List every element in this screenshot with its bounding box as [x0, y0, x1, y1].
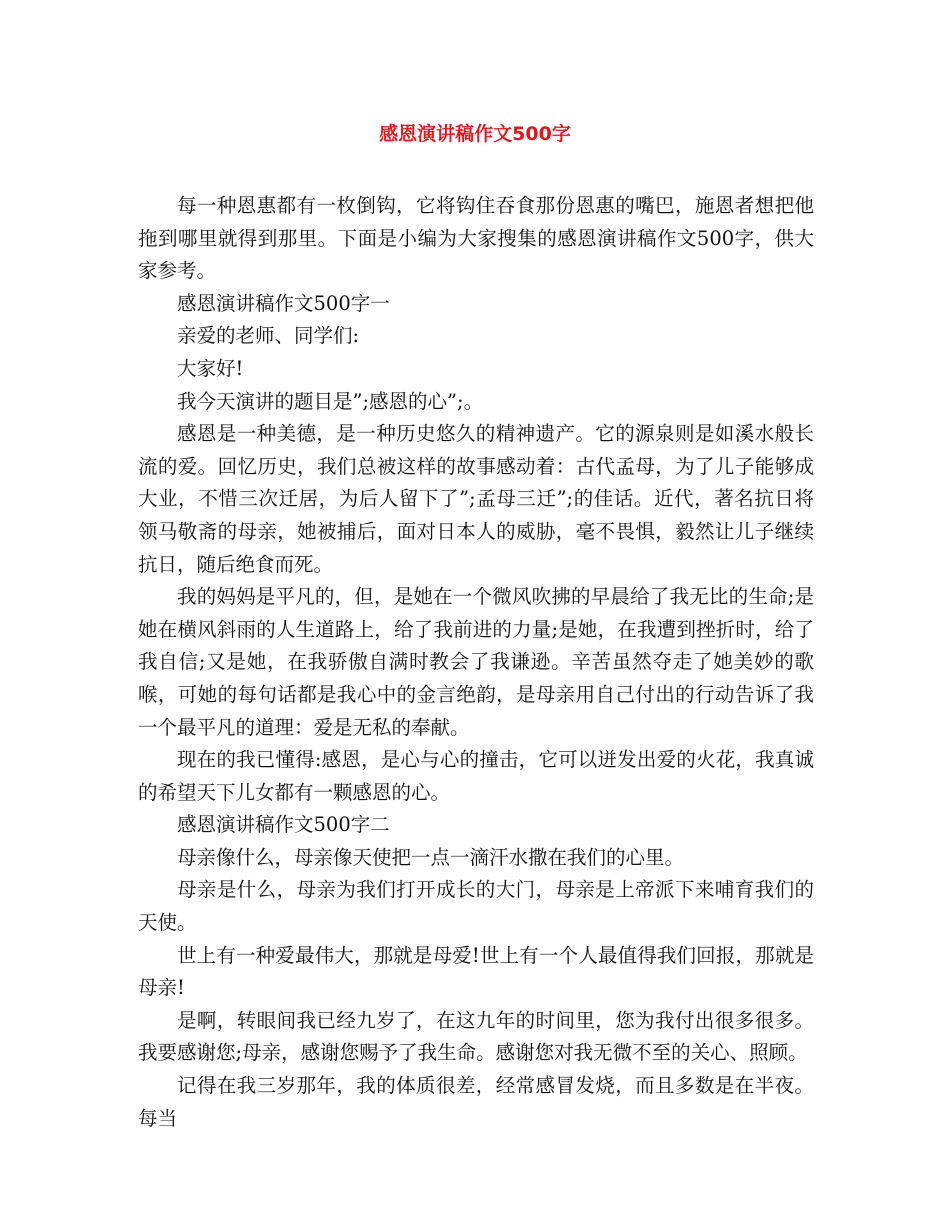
document-title: 感恩演讲稿作文500字 [379, 123, 571, 145]
paragraph-mother: 我的妈妈是平凡的，但，是她在一个微风吹拂的早晨给了我无比的生命;是她在横风斜雨的人生道路上，给了我前进的力量;是她，在我遭到挫折时，给了我自信;又是她，在我骄傲自满时教会了我谦逊。辛苦虽然夺走了她美妙的歌喉，可她的每句话都是我心中的金言绝韵，是母亲用自己付出的行动告诉了我一个最平凡的道理：爱是无私的奉献。 [138, 585, 814, 739]
paragraph-memory: 记得在我三岁那年，我的体质很差，经常感冒发烧，而且多数是在半夜。每当 [138, 1074, 814, 1130]
document-body [138, 190, 814, 1135]
paragraph-mother-like: 母亲像什么，母亲像天使把一点一滴汗水撒在我们的心里。 [177, 845, 685, 869]
paragraph-history: 感恩是一种美德，是一种历史悠久的精神遗产。它的源泉则是如溪水般长流的爱。回忆历史，我们总被这样的故事感动着：古代孟母，为了儿子能够成大业，不惜三次迁居，为后人留下了”;孟母三迁”;的佳话。近代，著名抗日将领马敬斋的母亲，她被捕后，面对日本人的威胁，毫不畏惧，毅然让儿子继续抗日，随后绝食而死。 [138, 422, 814, 576]
paragraph-mother-what: 母亲是什么，母亲为我们打开成长的大门，母亲是上帝派下来哺育我们的天使。 [138, 878, 814, 935]
paragraph-intro: 每一种恩惠都有一枚倒钩，它将钩住吞食那份恩惠的嘴巴，施恩者想把他拖到哪里就得到那里。下面是小编为大家搜集的感恩演讲稿作文500字，供大家参考。 [138, 194, 814, 283]
paragraph-nine-years: 是啊，转眼间我已经九岁了，在这九年的时间里，您为我付出很多很多。我要感谢您;母亲，感谢您赐予了我生命。感谢您对我无微不至的关心、照顾。 [138, 1008, 814, 1065]
paragraph-great-love: 世上有一种爱最伟大，那就是母爱!世上有一个人最值得我们回报，那就是母亲! [138, 943, 814, 1000]
paragraph-conclusion: 现在的我已懂得:感恩，是心与心的撞击，它可以迸发出爱的火花，我真诚的希望天下儿女都有一颗感恩的心。 [138, 748, 814, 804]
section-heading-1: 感恩演讲稿作文500字一 [177, 291, 390, 315]
paragraph-greeting: 大家好! [177, 356, 244, 380]
paragraph-topic: 我今天演讲的题目是”;感恩的心”;。 [177, 389, 484, 413]
paragraph-salutation: 亲爱的老师、同学们: [177, 324, 360, 348]
section-heading-2: 感恩演讲稿作文500字二 [177, 813, 390, 837]
